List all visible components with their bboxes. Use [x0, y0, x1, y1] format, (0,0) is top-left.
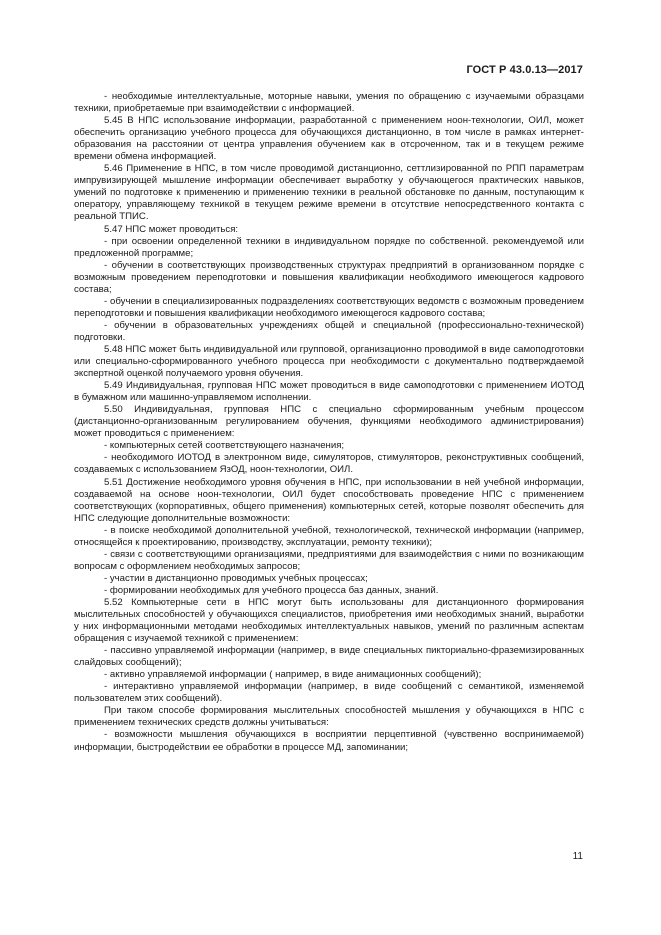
paragraph: 5.49 Индивидуальная, групповая НПС может проводиться в виде самоподготовки с применением ИОТОД в бумажном или машинно-управляемом исполнении. — [74, 380, 584, 404]
paragraph: 5.52 Компьютерные сети в НПС могут быть использованы для дистанционного формирования мыслительных способностей у обучающихся специалистов, приобретения ими необходимых знаний, выработки у них информационными методами необходимых интеллектуальных навыков, умений по различным аспектам обращения с изучаемой техникой с применением: — [74, 596, 584, 645]
paragraph: 5.48 НПС может быть индивидуальной или групповой, организационно проводимой в виде самоподготовки или специально-сформированного учебного процесса при необходимости с документально подтверждаемой экспертной оценкой получаемого уровня обучения. — [74, 343, 584, 380]
paragraph: - необходимого ИОТОД в электронном виде, симуляторов, стимуляторов, реконструктивных сообщений, создаваемых с использованием ЯзОД, ноон-технологии, ОИЛ. — [74, 452, 584, 476]
paragraph: - связи с соответствующими организациями, предприятиями для взаимодействия с ними по возникающим вопросам с оформлением необходимых запросов; — [74, 548, 584, 572]
paragraph: 5.46 Применение в НПС, в том числе проводимой дистанционно, сеттлизированной по РПП параметрам импрувизирующей мышление информации обеспечивает выработку у обучающегося практических навыков, умений по подготовке к применению и применению техники в реальной обстановке по данным, поступающим к оператору, управляющему техникой в текущем режиме времени в отсутствие непосредственного контакта с реальной ТПИС. — [74, 163, 584, 223]
document-header: ГОСТ Р 43.0.13—2017 — [466, 64, 583, 76]
body-text — [74, 91, 584, 754]
paragraph: - возможности мышления обучающихся в восприятии перцептивной (чувственно воспринимаемой) информации, быстродействии ее обработки в процессе МД, запоминании; — [74, 729, 584, 753]
paragraph: - активно управляемой информации ( например, в виде анимационных сообщений); — [104, 669, 482, 681]
page-number: 11 — [572, 851, 583, 862]
paragraph: 5.45 В НПС использование информации, разработанной с применением ноон-технологии, ОИЛ, может обеспечить организацию учебного процесса для обучающихся дистанционно, в том числе в рамках интернет-образования на расстоянии от центра управления обучением как в отсроченном, так и в текущем режиме времени обмена информацией. — [74, 115, 584, 163]
paragraph: - формировании необходимых для учебного процесса баз данных, знаний. — [104, 584, 439, 596]
paragraph: - участии в дистанционно проводимых учебных процессах; — [104, 572, 368, 584]
paragraph: - компьютерных сетей соответствующего назначения; — [104, 440, 345, 452]
paragraph: 5.47 НПС может проводиться: — [104, 223, 239, 235]
paragraph: - пассивно управляемой информации (например, в виде специальных пикториально-фраземизированных слайдовых сообщений); — [74, 645, 584, 669]
paragraph: - интерактивно управляемой информации (например, в виде сообщений с семантикой, изменяемой пользователем этих сообщений). — [74, 681, 584, 705]
paragraph: - обучении в соответствующих производственных структурах предприятий в организованном порядке с возможным проведением переподготовки и повышения квалификации необходимого имеющегося кадрового состава; — [74, 259, 584, 295]
paragraph: - обучении в образовательных учреждениях общей и специальной (профессионально-технической) подготовки. — [74, 319, 584, 343]
paragraph: - в поиске необходимой дополнительной учебной, технологической, технической информации (например, относящейся к проектированию, производству, эксплуатации, ремонту техники); — [74, 524, 584, 548]
paragraph: 5.51 Достижение необходимого уровня обучения в НПС, при использовании в ней учебной информации, создаваемой на основе ноон-технологии, ОИЛ будет способствовать проведение НПС с применением соответствующих (корпоративных, общего применения) компьютерных сетей, которые позволят обеспечить для НПС следующие дополнительные возможности: — [74, 476, 584, 524]
paragraph: - обучении в специализированных подразделениях соответствующих ведомств с возможным проведением переподготовки и повышения квалификации необходимого имеющегося кадрового состава; — [74, 295, 584, 319]
paragraph: - необходимые интеллектуальные, моторные навыки, умения по обращению с изучаемыми образцами техники, приобретаемые при взаимодействии с информацией. — [74, 91, 584, 115]
paragraph: При таком способе формирования мыслительных способностей мышления у обучающихся в НПС с применением технических средств должны учитываться: — [74, 705, 584, 729]
paragraph: - при освоении определенной техники в индивидуальном порядке по собственной. рекомендуемой или предложенной программе; — [74, 235, 584, 259]
paragraph: 5.50 Индивидуальная, групповая НПС с специально сформированным учебным процессом (дистанционно-организованным регулированием обучения, функциями необходимого администрирования) может проводиться с применением: — [74, 404, 584, 440]
